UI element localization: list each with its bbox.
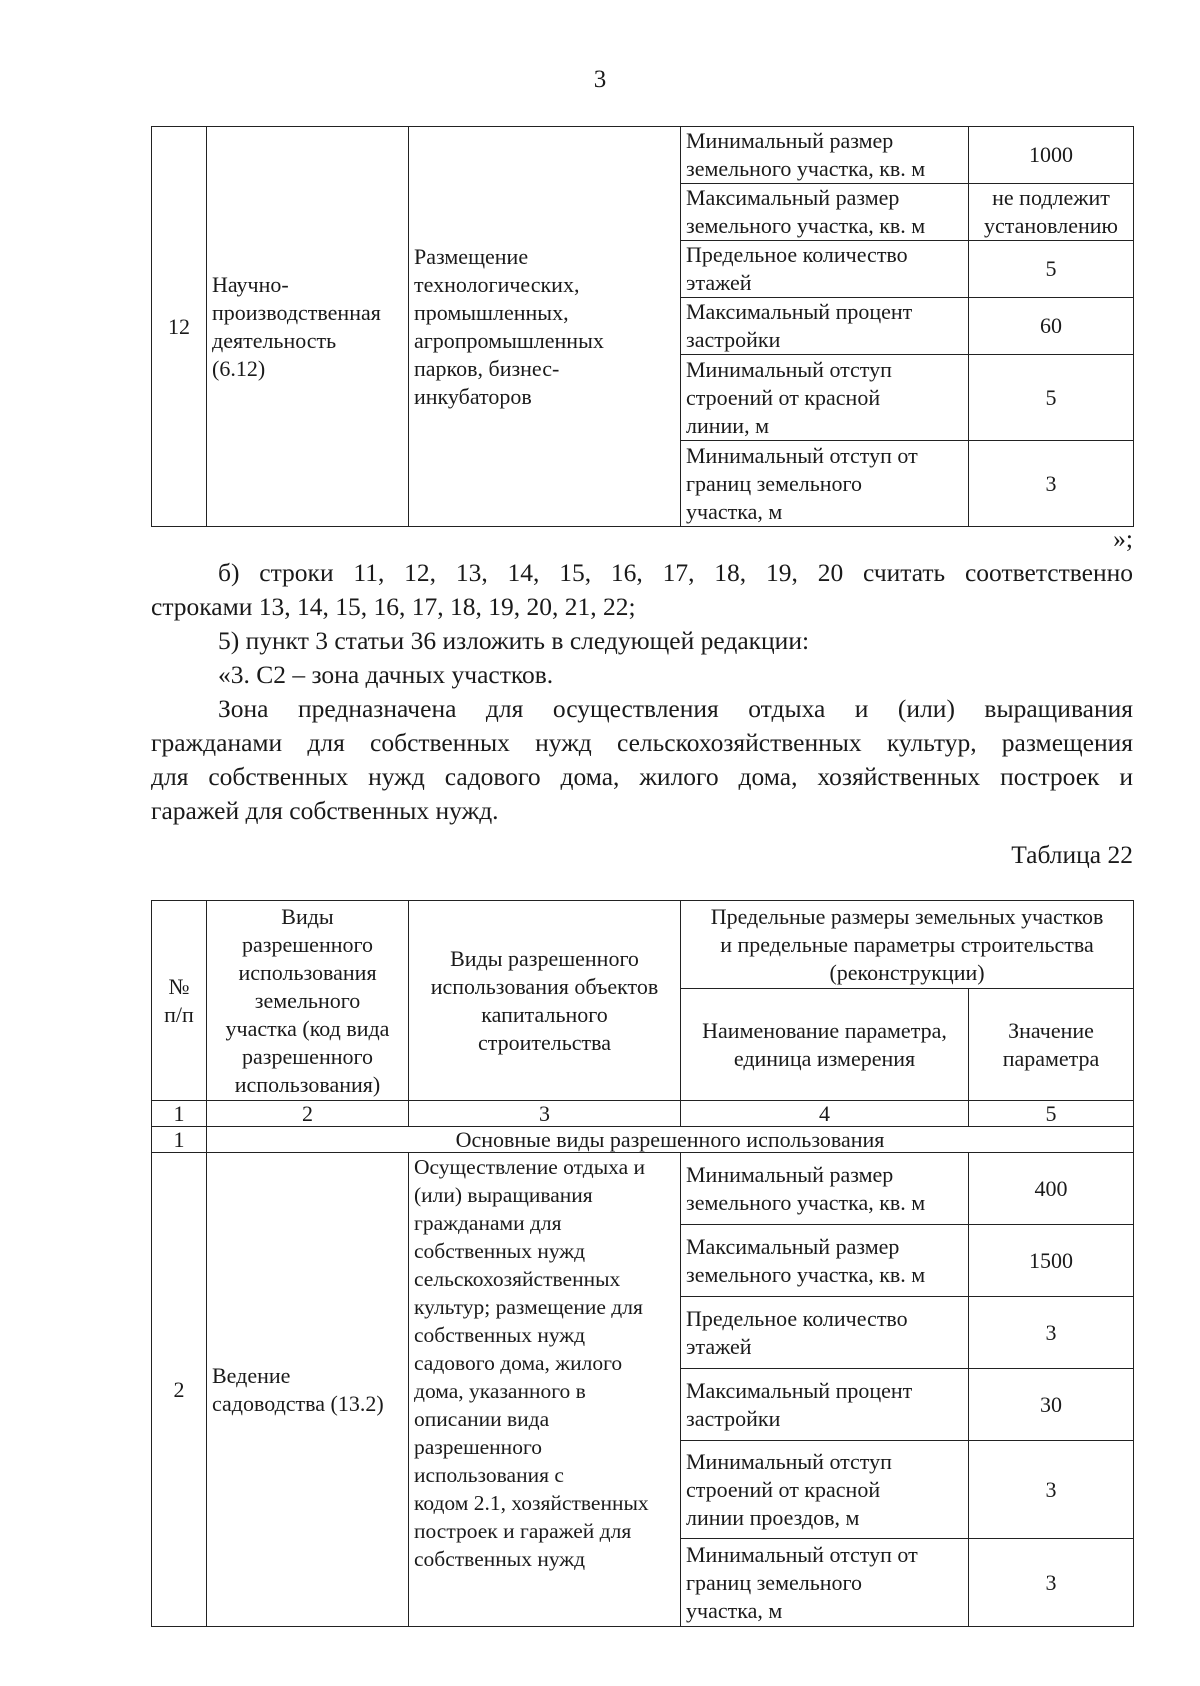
- param-name: Минимальный отступ строений от красной линии проездов, м: [681, 1441, 969, 1539]
- table-row: [152, 1153, 1134, 1225]
- table-caption: Таблица 22: [1011, 840, 1133, 869]
- param-name: Максимальный размер земельного участка, кв. м: [681, 1225, 969, 1297]
- param-value: 3: [969, 1539, 1134, 1627]
- param-value: 3: [969, 441, 1134, 527]
- capital-construction-use: Осуществление отдыха и (или) выращивания гражданами для собственных нужд сельскохозяйственных культур; размещение для собственных нужд садового дома, жилого дома, указанного в описании вида разрешенного использования с кодом 2.1, хозяйственных построек и гаражей для собственных нужд: [409, 1153, 681, 1627]
- row-number: 2: [152, 1153, 207, 1627]
- param-name: Минимальный размер земельного участка, кв. м: [681, 127, 969, 184]
- param-value: 1500: [969, 1225, 1134, 1297]
- param-name: Максимальный процент застройки: [681, 1369, 969, 1441]
- param-value: 5: [969, 241, 1134, 298]
- page-number: 3: [593, 66, 607, 93]
- zone-description-line3: для собственных нужд садового дома, жилого дома, хозяйственных построек и: [151, 762, 1133, 791]
- row-number: 12: [152, 127, 207, 527]
- header-limits: Предельные размеры земельных участков и предельные параметры строительства (реконструкции): [681, 901, 1134, 989]
- column-number: 4: [681, 1101, 969, 1127]
- land-use-type: Ведение садоводства (13.2): [207, 1153, 409, 1627]
- param-name: Максимальный процент застройки: [681, 298, 969, 355]
- header-capital-use: Виды разрешенного использования объектов капитального строительства: [409, 901, 681, 1101]
- param-value: 30: [969, 1369, 1134, 1441]
- param-name: Минимальный размер земельного участка, кв. м: [681, 1153, 969, 1225]
- param-name: Предельное количество этажей: [681, 1297, 969, 1369]
- column-number: 3: [409, 1101, 681, 1127]
- header-land-use: Виды разрешенного использования земельного участка (код вида разрешенного использования): [207, 901, 409, 1101]
- column-number: 5: [969, 1101, 1134, 1127]
- param-value: 400: [969, 1153, 1134, 1225]
- column-number: 2: [207, 1101, 409, 1127]
- zone-description-line2: гражданами для собственных нужд сельскохозяйственных культур, размещения: [151, 728, 1133, 757]
- zone-description-line4: гаражей для собственных нужд.: [151, 796, 499, 825]
- capital-construction-use: Размещение технологических, промышленных, агропромышленных парков, бизнес- инкубаторов: [409, 127, 681, 527]
- paragraph-b-line1: б) строки 11, 12, 13, 14, 15, 16, 17, 18, 19, 20 считать соответственно: [218, 558, 1133, 587]
- table-22: [151, 900, 1134, 1627]
- header-no: № п/п: [152, 901, 207, 1101]
- section-title: Основные виды разрешенного использования: [207, 1127, 1134, 1153]
- header-param-name: Наименование параметра, единица измерения: [681, 989, 969, 1101]
- column-number-row: [152, 1101, 1134, 1127]
- param-name: Минимальный отступ от границ земельного участка, м: [681, 441, 969, 527]
- param-value: 1000: [969, 127, 1134, 184]
- header-param-value: Значение параметра: [969, 989, 1134, 1101]
- column-number: 1: [152, 1101, 207, 1127]
- param-value: не подлежит установлению: [969, 184, 1134, 241]
- param-value: 60: [969, 298, 1134, 355]
- paragraph-b-line2: строками 13, 14, 15, 16, 17, 18, 19, 20, 21, 22;: [151, 592, 636, 621]
- land-use-type: Научно- производственная деятельность (6.12): [207, 127, 409, 527]
- param-name: Минимальный отступ строений от красной линии, м: [681, 355, 969, 441]
- table-row: [152, 127, 1134, 184]
- paragraph-5: 5) пункт 3 статьи 36 изложить в следующей редакции:: [218, 626, 810, 655]
- param-value: 3: [969, 1441, 1134, 1539]
- closing-quote: »;: [1113, 524, 1133, 553]
- param-name: Минимальный отступ от границ земельного участка, м: [681, 1539, 969, 1627]
- table-zone-continuation: [151, 126, 1134, 527]
- zone-description-line1: Зона предназначена для осуществления отдыха и (или) выращивания: [218, 694, 1133, 723]
- param-value: 5: [969, 355, 1134, 441]
- param-value: 3: [969, 1297, 1134, 1369]
- param-name: Максимальный размер земельного участка, кв. м: [681, 184, 969, 241]
- paragraph-zone-heading: «3. С2 – зона дачных участков.: [218, 660, 554, 689]
- param-name: Предельное количество этажей: [681, 241, 969, 298]
- table-header-row: [152, 901, 1134, 989]
- section-row: [152, 1127, 1134, 1153]
- section-number: 1: [152, 1127, 207, 1153]
